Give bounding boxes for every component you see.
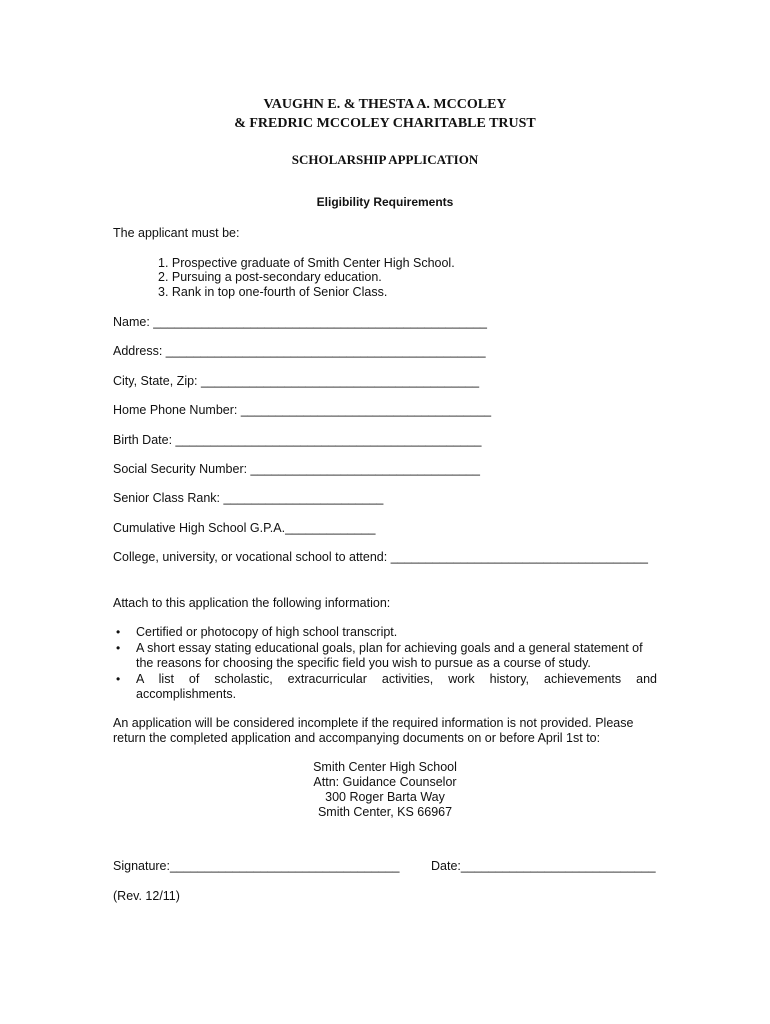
eligibility-item: 2. Pursuing a post-secondary education. [158,270,382,284]
address-field[interactable]: Address: ______________________________________________ [113,344,486,358]
eligibility-item: 1. Prospective graduate of Smith Center High School. [158,256,455,270]
document-title: SCHOLARSHIP APPLICATION [291,152,479,167]
eligibility-item: 3. Rank in top one-fourth of Senior Class. [158,285,388,299]
trust-name-line1: VAUGHN E. & THESTA A. MCCOLEY [263,97,507,112]
home-phone-field[interactable]: Home Phone Number: ____________________________________ [113,403,492,417]
notice-line: An application will be considered incomplete if the required information is not provided. Please [113,716,634,730]
trust-name-line2: & FREDRIC MCCOLEY CHARITABLE TRUST [234,116,536,131]
attach-item-continued: accomplishments. [136,687,237,701]
attach-item: A list of scholastic, extracurricular activities, work history, achievements and [136,672,657,686]
attach-intro: Attach to this application the following information: [113,596,391,610]
ssn-field[interactable]: Social Security Number: _________________________________ [113,462,480,476]
eligibility-intro: The applicant must be: [113,226,240,240]
eligibility-heading: Eligibility Requirements [316,195,454,209]
revision-note: (Rev. 12/11) [113,889,180,903]
attach-item: Certified or photocopy of high school transcript. [136,625,398,639]
address-city: Smith Center, KS 66967 [317,805,453,819]
attach-item-continued: the reasons for choosing the specific field you wish to pursue as a course of study. [136,656,591,670]
signature-field[interactable]: Signature:_________________________________ [113,859,400,873]
notice-line: return the completed application and accompanying documents on or before April 1st to: [113,731,601,745]
school-to-attend-field[interactable]: College, university, or vocational school to attend: _____________________________________ [113,550,648,564]
address-attn: Attn: Guidance Counselor [313,775,457,789]
address-street: 300 Roger Barta Way [325,790,445,804]
bullet-icon: • [116,641,121,655]
senior-class-rank-field[interactable]: Senior Class Rank: _______________________ [113,491,384,505]
address-school: Smith Center High School [313,760,457,774]
bullet-icon: • [116,625,121,639]
attach-item: A short essay stating educational goals, plan for achieving goals and a general statement of [136,641,643,655]
date-field[interactable]: Date:____________________________ [431,859,656,873]
birth-date-field[interactable]: Birth Date: ____________________________________________ [113,433,482,447]
name-field[interactable]: Name: ________________________________________________ [113,315,487,329]
city-state-zip-field[interactable]: City, State, Zip: ________________________________________ [113,374,480,388]
gpa-field[interactable]: Cumulative High School G.P.A._____________ [113,521,376,535]
bullet-icon: • [116,672,121,686]
